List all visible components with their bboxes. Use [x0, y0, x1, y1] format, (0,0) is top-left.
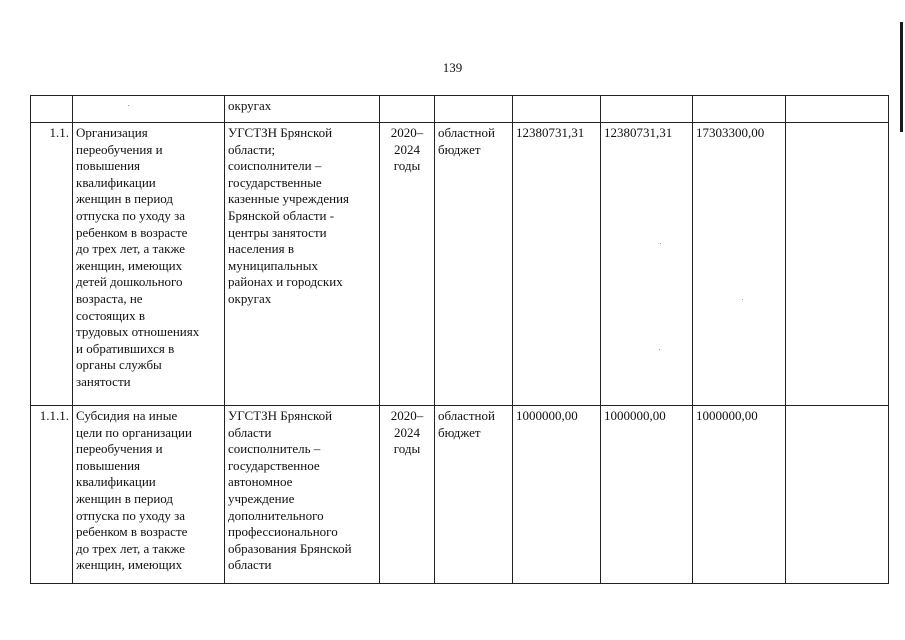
- cell-value-3: [693, 96, 786, 123]
- cell-num: 1.1.: [31, 123, 73, 406]
- cell-executor: округах: [225, 96, 380, 123]
- cell-source: областной бюджет: [435, 406, 513, 584]
- cell-period: [380, 96, 435, 123]
- scan-speck: [128, 105, 129, 106]
- table-row-continuation: [31, 96, 889, 123]
- scan-speck: [660, 243, 661, 244]
- cell-value-1: 12380731,31: [513, 123, 601, 406]
- cell-period: 2020– 2024 годы: [380, 123, 435, 406]
- cell-value-2: 12380731,31: [601, 123, 693, 406]
- cell-period: 2020– 2024 годы: [380, 406, 435, 584]
- cell-source: [435, 96, 513, 123]
- cell-value-3: 17303300,00: [693, 123, 786, 406]
- program-activities-table: [30, 95, 889, 584]
- scan-edge-mark: [900, 22, 903, 132]
- cell-value-2: 1000000,00: [601, 406, 693, 584]
- cell-num: [31, 96, 73, 123]
- cell-value-1: 1000000,00: [513, 406, 601, 584]
- cell-name: Организация переобучения и повышения квалификации женщин в период отпуска по уходу за ребенком в возрасте до трех лет, а также женщин, имеющих детей дошкольного возраста, не состоящих в трудовых отношениях и обратившихся в органы службы занятости: [73, 123, 225, 406]
- cell-value-4: [786, 96, 889, 123]
- cell-num: 1.1.1.: [31, 406, 73, 584]
- scan-speck: [659, 349, 660, 350]
- table-row: [31, 123, 889, 406]
- page-number: 139: [442, 60, 463, 75]
- table-row: [31, 406, 889, 584]
- cell-name: Субсидия на иные цели по организации переобучения и повышения квалификации женщин в период отпуска по уходу за ребенком в возрасте до трех лет, а также женщин, имеющих: [73, 406, 225, 584]
- cell-name: [73, 96, 225, 123]
- cell-value-3: 1000000,00: [693, 406, 786, 584]
- cell-executor: УГСТЗН Брянской области соисполнитель – государственное автономное учреждение дополнительного профессионального образования Брянской области: [225, 406, 380, 584]
- cell-value-4: [786, 406, 889, 584]
- cell-value-2: [601, 96, 693, 123]
- cell-executor: УГСТЗН Брянской области; соисполнители – государственные казенные учреждения Брянской области - центры занятости населения в муниципальных районах и городских округах: [225, 123, 380, 406]
- cell-value-4: [786, 123, 889, 406]
- cell-source: областной бюджет: [435, 123, 513, 406]
- scan-speck: [742, 299, 743, 300]
- cell-value-1: [513, 96, 601, 123]
